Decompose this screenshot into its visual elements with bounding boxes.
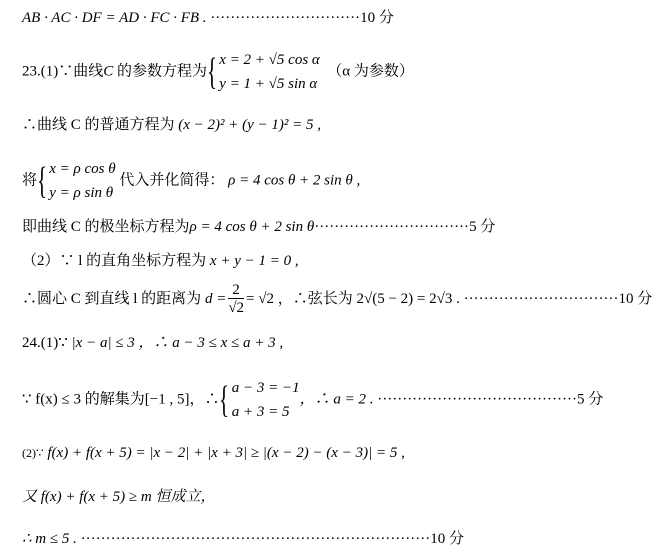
dot-leader: ·······························	[314, 219, 470, 235]
denominator: √2	[228, 300, 245, 316]
line-7	[22, 282, 652, 317]
q24-line	[22, 336, 283, 351]
line-9	[22, 376, 603, 424]
text: 即曲线 C 的极坐标方程为	[22, 219, 190, 235]
left-brace: {	[37, 160, 48, 202]
score: 5 分	[469, 219, 496, 235]
equation: x + y − 1 = 0 ,	[209, 253, 299, 269]
equation: (x − 2)² + (y − 1)² = 5 ,	[178, 117, 322, 133]
line-1	[22, 11, 394, 26]
equation: a − 3 = −1	[231, 380, 300, 396]
equation: ∴ m ≤ 5 .	[22, 531, 77, 547]
numerator: 2	[228, 282, 244, 299]
question-number: 23.(1)∵曲线	[22, 63, 104, 80]
line-4	[22, 157, 360, 205]
equation: = √2 ，∴弦长为	[246, 290, 353, 307]
q23-line	[22, 48, 414, 96]
score: 10 分	[618, 290, 652, 307]
line-3	[22, 118, 321, 133]
equation-system	[49, 157, 115, 205]
left-brace: {	[207, 51, 218, 93]
question-text: 的参数方程为	[113, 63, 208, 80]
text: ∵ f(x) ≤ 3 的解集为[−1 , 5]，∴	[22, 391, 220, 408]
equation: ，∴ a = 2 .	[299, 391, 374, 408]
text: 将	[22, 172, 38, 189]
left-brace: {	[219, 379, 230, 421]
equation: AB · AC · DF = AD · FC · FB .	[22, 10, 207, 26]
equation: y = ρ sin θ	[49, 185, 114, 201]
dot-leader: ········································	[377, 391, 578, 408]
equation: ρ = 4 cos θ + 2 sin θ	[189, 219, 315, 235]
equation: d =	[204, 290, 227, 307]
equation: x = 2 + √5 cos α	[219, 52, 320, 68]
dot-leader: ·······························	[463, 290, 619, 307]
equation: x = ρ cos θ	[49, 161, 116, 177]
line-5	[22, 220, 495, 235]
equation: |x − a| ≤ 3 ，∴ a − 3 ≤ x ≤ a + 3 ,	[71, 335, 284, 351]
equation: y = 1 + √5 sin α	[219, 76, 318, 92]
equation: a + 3 = 5	[231, 404, 290, 420]
equation-system	[232, 376, 300, 424]
equation: 又 f(x) + f(x + 5) ≥ m 恒成立，	[22, 489, 216, 505]
equation: ρ = 4 cos θ + 2 sin θ ,	[228, 172, 361, 189]
text: ∴曲线 C 的普通方程为	[22, 117, 175, 133]
line-10	[22, 446, 405, 461]
fraction	[228, 282, 244, 317]
line-11	[22, 490, 215, 505]
score: 5 分	[577, 391, 604, 408]
text: ∴圆心 C 到直线 l 的距离为	[22, 290, 202, 307]
line-12	[22, 532, 464, 547]
equation-system	[219, 48, 320, 96]
dot-leader: ······························	[210, 10, 361, 26]
dot-leader: ······································································	[80, 531, 431, 547]
equation: 2√(5 − 2) = 2√3 .	[356, 290, 460, 307]
text: （2）∵ l 的直角坐标方程为	[22, 253, 207, 269]
equation: f(x) + f(x + 5) = |x − 2| + |x + 3| ≥ |(x − 2) − (x − 3)| = 5 ,	[47, 445, 405, 461]
parameter-note: （α 为参数）	[327, 63, 414, 80]
score: 10 分	[430, 531, 465, 547]
text: 代入并化简得：	[119, 172, 225, 189]
score: 10 分	[360, 10, 394, 26]
curve-symbol: C	[103, 63, 114, 80]
question-number: 24.(1)∵	[22, 335, 68, 351]
question-number: (2)∵	[22, 446, 44, 460]
line-6	[22, 254, 299, 269]
